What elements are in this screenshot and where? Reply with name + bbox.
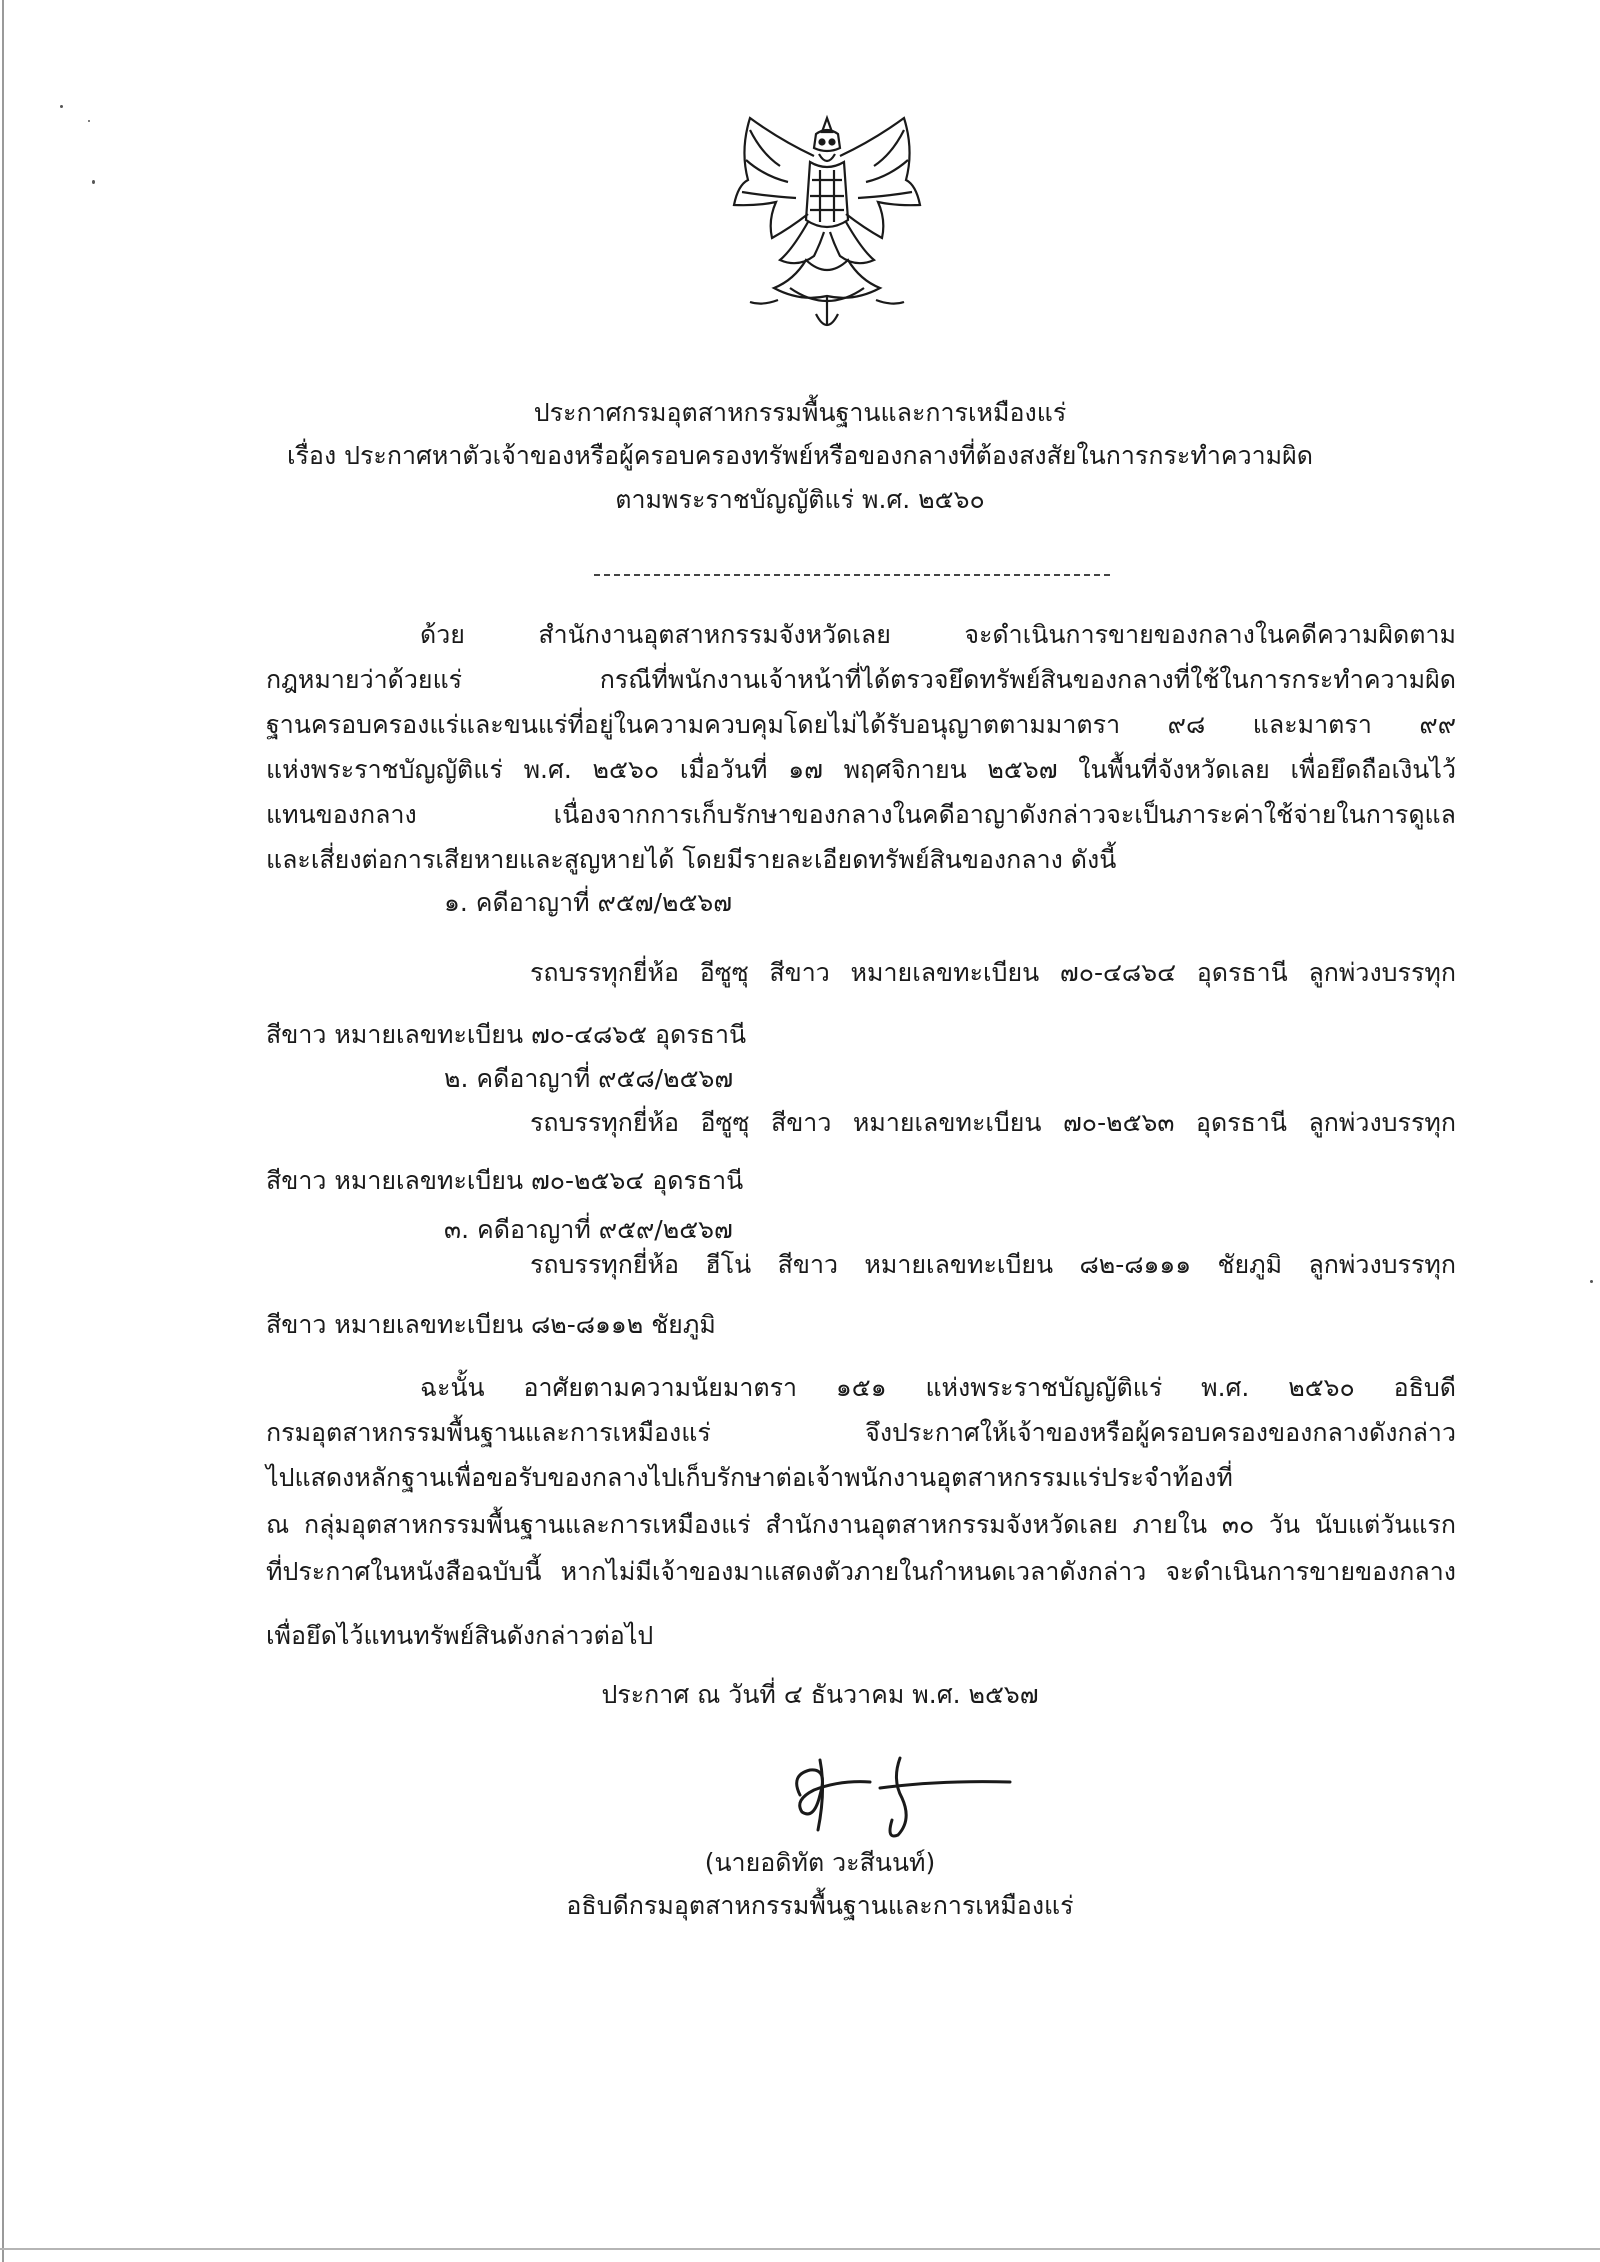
notice-act-reference: ตามพระราชบัญญัติแร่ พ.ศ. ๒๕๖๐ xyxy=(615,485,985,514)
scan-speck xyxy=(88,120,90,122)
case-heading: ๓. คดีอาญาที่ ๙๕๙/๒๕๖๗ xyxy=(444,1215,733,1244)
announcement-date: ประกาศ ณ วันที่ ๔ ธันวาคม พ.ศ. ๒๕๖๗ xyxy=(601,1680,1039,1709)
page-bottom-edge xyxy=(0,2248,1600,2250)
case-continuation: สีขาว หมายเลขทะเบียน ๘๒-๘๑๑๒ ชัยภูมิ xyxy=(266,1310,716,1339)
intro-line: กฎหมายว่าด้วยแร่ กรณีที่พนักงานเจ้าหน้าที่ได้ตรวจยึดทรัพย์สินของกลางที่ใช้ในการกระทำความผิด xyxy=(266,665,1456,694)
case-heading: ๑. คดีอาญาที่ ๙๕๗/๒๕๖๗ xyxy=(444,888,733,917)
conclusion-line: เพื่อยึดไว้แทนทรัพย์สินดังกล่าวต่อไป xyxy=(266,1621,654,1650)
scan-speck xyxy=(92,180,95,184)
signatory-title: อธิบดีกรมอุตสาหกรรมพื้นฐานและการเหมืองแร่ xyxy=(566,1891,1074,1920)
notice-title: ประกาศกรมอุตสาหกรรมพื้นฐานและการเหมืองแร่ xyxy=(533,398,1067,427)
case-detail: รถบรรทุกยี่ห้อ อีซูซุ สีขาว หมายเลขทะเบียน ๗๐-๒๕๖๓ อุดรธานี ลูกพ่วงบรรทุก xyxy=(530,1108,1456,1137)
header-divider xyxy=(594,574,1110,576)
conclusion-line: กรมอุตสาหกรรมพื้นฐานและการเหมืองแร่ จึงประกาศให้เจ้าของหรือผู้ครอบครองของกลางดังกล่าว xyxy=(266,1418,1456,1447)
intro-line: และเสี่ยงต่อการเสียหายและสูญหายได้ โดยมีรายละเอียดทรัพย์สินของกลาง ดังนี้ xyxy=(266,845,1117,874)
case-continuation: สีขาว หมายเลขทะเบียน ๗๐-๔๘๖๕ อุดรธานี xyxy=(266,1020,747,1049)
conclusion-line: ณ กลุ่มอุตสาหกรรมพื้นฐานและการเหมืองแร่ สำนักงานอุตสาหกรรมจังหวัดเลย ภายใน ๓๐ วัน นับแต่วันแรก xyxy=(266,1510,1456,1539)
garuda-emblem-icon xyxy=(720,110,935,345)
signature-mark xyxy=(780,1740,1020,1850)
intro-line: ฐานครอบครองแร่และขนแร่ที่อยู่ในความควบคุมโดยไม่ได้รับอนุญาตตามมาตรา ๙๘ และมาตรา ๙๙ xyxy=(266,710,1456,739)
page-left-edge xyxy=(2,0,4,2262)
notice-subject: เรื่อง ประกาศหาตัวเจ้าของหรือผู้ครอบครองทรัพย์หรือของกลางที่ต้องสงสัยในการกระทำความผิด xyxy=(286,441,1314,470)
case-heading: ๒. คดีอาญาที่ ๙๕๘/๒๕๖๗ xyxy=(444,1064,734,1093)
intro-line: แทนของกลาง เนื่องจากการเก็บรักษาของกลางในคดีอาญาดังกล่าวจะเป็นภาระค่าใช้จ่ายในการดูแล xyxy=(266,800,1456,829)
intro-line: แห่งพระราชบัญญัติแร่ พ.ศ. ๒๕๖๐ เมื่อวันที่ ๑๗ พฤศจิกายน ๒๕๖๗ ในพื้นที่จังหวัดเลย เพื่อยึดถือเงินไว้ xyxy=(266,755,1456,784)
conclusion-line: ไปแสดงหลักฐานเพื่อขอรับของกลางไปเก็บรักษาต่อเจ้าพนักงานอุตสาหกรรมแร่ประจำท้องที่ xyxy=(266,1463,1233,1492)
case-detail: รถบรรทุกยี่ห้อ ฮีโน่ สีขาว หมายเลขทะเบียน ๘๒-๘๑๑๑ ชัยภูมิ ลูกพ่วงบรรทุก xyxy=(530,1250,1456,1279)
scan-speck xyxy=(60,105,63,108)
conclusion-line: ที่ประกาศในหนังสือฉบับนี้ หากไม่มีเจ้าของมาแสดงตัวภายในกำหนดเวลาดังกล่าว จะดำเนินการขายของกลาง xyxy=(266,1557,1456,1586)
case-continuation: สีขาว หมายเลขทะเบียน ๗๐-๒๕๖๔ อุดรธานี xyxy=(266,1166,744,1195)
intro-line: ด้วย สำนักงานอุตสาหกรรมจังหวัดเลย จะดำเนินการขายของกลางในคดีความผิดตาม xyxy=(420,620,1456,649)
signatory-name: (นายอดิทัต วะสีนนท์) xyxy=(704,1848,936,1877)
case-detail: รถบรรทุกยี่ห้อ อีซูซุ สีขาว หมายเลขทะเบียน ๗๐-๔๘๖๔ อุดรธานี ลูกพ่วงบรรทุก xyxy=(530,958,1456,987)
conclusion-line: ฉะนั้น อาศัยตามความนัยมาตรา ๑๕๑ แห่งพระราชบัญญัติแร่ พ.ศ. ๒๕๖๐ อธิบดี xyxy=(420,1373,1456,1402)
scan-speck xyxy=(1590,1280,1593,1283)
